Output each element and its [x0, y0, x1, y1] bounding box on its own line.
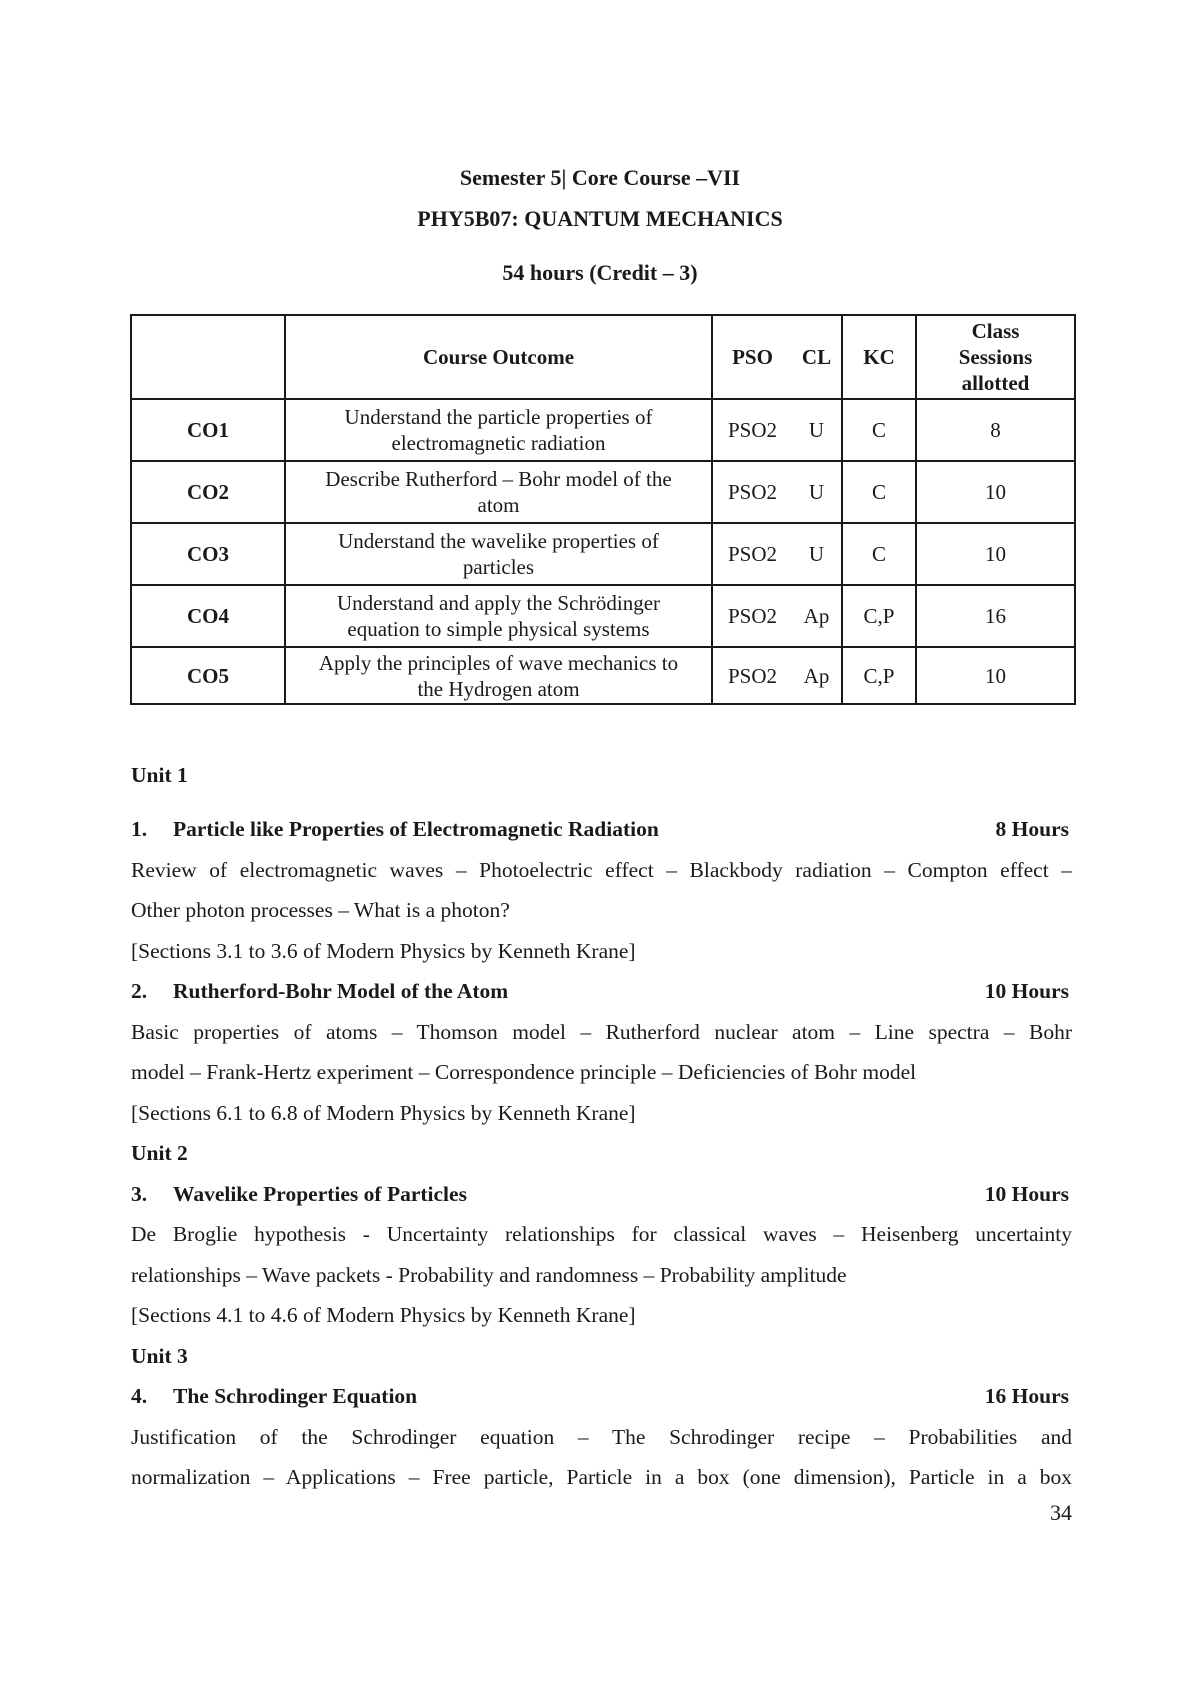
topic-title	[131, 1384, 417, 1409]
co-id: CO4	[131, 585, 285, 647]
co-kc: C	[842, 399, 916, 461]
header-sessions-line-2: Sessions	[958, 345, 1033, 369]
topic-number: 4.	[131, 1384, 148, 1408]
co-sessions: 10	[916, 647, 1075, 704]
topic-title	[131, 979, 508, 1004]
co-sessions: 10	[916, 461, 1075, 523]
table-row	[131, 399, 1075, 461]
topic-hours: 10 Hours	[984, 1182, 1069, 1206]
course-hours-credit: 54 hours (Credit – 3)	[502, 260, 698, 285]
topic-body-line: Basic properties of atoms – Thomson model – Rutherford nuclear atom – Line spectra – Bohr	[131, 1020, 1072, 1044]
co-pso: PSO2	[712, 585, 792, 647]
topic-title-text: Particle like Properties of Electromagnetic Radiation	[173, 817, 659, 841]
co-kc: C,P	[842, 647, 916, 704]
course-outcome-table	[130, 314, 1076, 705]
topic-body-line: Review of electromagnetic waves – Photoelectric effect – Blackbody radiation – Compton effect –	[131, 858, 1072, 882]
co-outcome-line-2: atom	[477, 493, 520, 517]
co-outcome	[285, 585, 712, 647]
co-cl: U	[792, 461, 842, 523]
topic-body-line: relationships – Wave packets - Probability and randomness – Probability amplitude	[131, 1263, 847, 1287]
co-outcome-line-1: Understand the wavelike properties of	[338, 529, 659, 553]
topic-title-text: Wavelike Properties of Particles	[173, 1182, 467, 1206]
topic-hours: 8 Hours	[995, 817, 1069, 841]
course-title: PHY5B07: QUANTUM MECHANICS	[417, 206, 783, 231]
header-cl: CL	[792, 315, 842, 399]
table-row	[131, 523, 1075, 585]
co-outcome	[285, 523, 712, 585]
co-outcome	[285, 647, 712, 704]
co-sessions: 16	[916, 585, 1075, 647]
co-pso: PSO2	[712, 647, 792, 704]
unit-heading: Unit 3	[131, 1344, 188, 1368]
co-outcome-line-2: electromagnetic radiation	[391, 431, 606, 455]
topic-body-line: Justification of the Schrodinger equation – The Schrodinger recipe – Probabilities and	[131, 1425, 1072, 1449]
table-row	[131, 585, 1075, 647]
co-pso: PSO2	[712, 523, 792, 585]
topic-title-text: Rutherford-Bohr Model of the Atom	[173, 979, 509, 1003]
co-outcome	[285, 461, 712, 523]
topic-reference: [Sections 6.1 to 6.8 of Modern Physics by Kenneth Krane]	[131, 1101, 636, 1125]
topic-number: 1.	[131, 817, 148, 841]
co-outcome-line-1: Understand the particle properties of	[344, 405, 653, 429]
topic-hours: 10 Hours	[984, 979, 1069, 1003]
header-course-outcome: Course Outcome	[285, 315, 712, 399]
table-row	[131, 647, 1075, 704]
header-sessions-line-3: allotted	[961, 371, 1030, 395]
topic-body-line: De Broglie hypothesis - Uncertainty relationships for classical waves – Heisenberg uncertainty	[131, 1222, 1072, 1246]
topic-title-text: The Schrodinger Equation	[173, 1384, 418, 1408]
unit-heading: Unit 1	[131, 763, 188, 787]
co-cl: Ap	[792, 647, 842, 704]
topic-number: 3.	[131, 1182, 148, 1206]
co-sessions: 10	[916, 523, 1075, 585]
header-blank	[131, 315, 285, 399]
co-sessions: 8	[916, 399, 1075, 461]
topic-reference: [Sections 3.1 to 3.6 of Modern Physics by Kenneth Krane]	[131, 939, 636, 963]
topic-body-line: Other photon processes – What is a photon?	[131, 898, 510, 922]
co-cl: U	[792, 523, 842, 585]
co-outcome	[285, 399, 712, 461]
co-outcome-line-1: Describe Rutherford – Bohr model of the	[325, 467, 672, 491]
co-cl: U	[792, 399, 842, 461]
topic-body-line: normalization – Applications – Free particle, Particle in a box (one dimension), Particle in a box	[131, 1465, 1072, 1489]
co-cl: Ap	[792, 585, 842, 647]
co-outcome-line-1: Understand and apply the Schrödinger	[336, 591, 661, 615]
semester-heading: Semester 5| Core Course –VII	[459, 165, 741, 190]
co-outcome-line-2: equation to simple physical systems	[347, 617, 650, 641]
topic-reference: [Sections 4.1 to 4.6 of Modern Physics by Kenneth Krane]	[131, 1303, 636, 1327]
topic-body-line: model – Frank-Hertz experiment – Correspondence principle – Deficiencies of Bohr model	[131, 1060, 917, 1084]
header-class-sessions	[916, 315, 1075, 399]
topic-title	[131, 1182, 467, 1207]
topic-hours: 16 Hours	[984, 1384, 1069, 1408]
co-id: CO1	[131, 399, 285, 461]
table-header-row	[131, 315, 1075, 399]
table-row	[131, 461, 1075, 523]
co-outcome-line-1: Apply the principles of wave mechanics to	[318, 650, 679, 675]
co-kc: C,P	[842, 585, 916, 647]
unit-heading: Unit 2	[131, 1141, 188, 1165]
header-kc: KC	[842, 315, 916, 399]
topic-title	[131, 817, 659, 842]
co-outcome-line-2: particles	[462, 555, 535, 579]
co-id: CO3	[131, 523, 285, 585]
co-pso: PSO2	[712, 399, 792, 461]
co-outcome-line-2: the Hydrogen atom	[417, 676, 580, 701]
page-number: 34	[1050, 1500, 1072, 1525]
co-kc: C	[842, 523, 916, 585]
topic-number: 2.	[131, 979, 148, 1003]
co-kc: C	[842, 461, 916, 523]
header-sessions-line-1: Class	[971, 319, 1020, 343]
header-pso: PSO	[712, 315, 792, 399]
co-pso: PSO2	[712, 461, 792, 523]
co-id: CO2	[131, 461, 285, 523]
co-id: CO5	[131, 647, 285, 704]
